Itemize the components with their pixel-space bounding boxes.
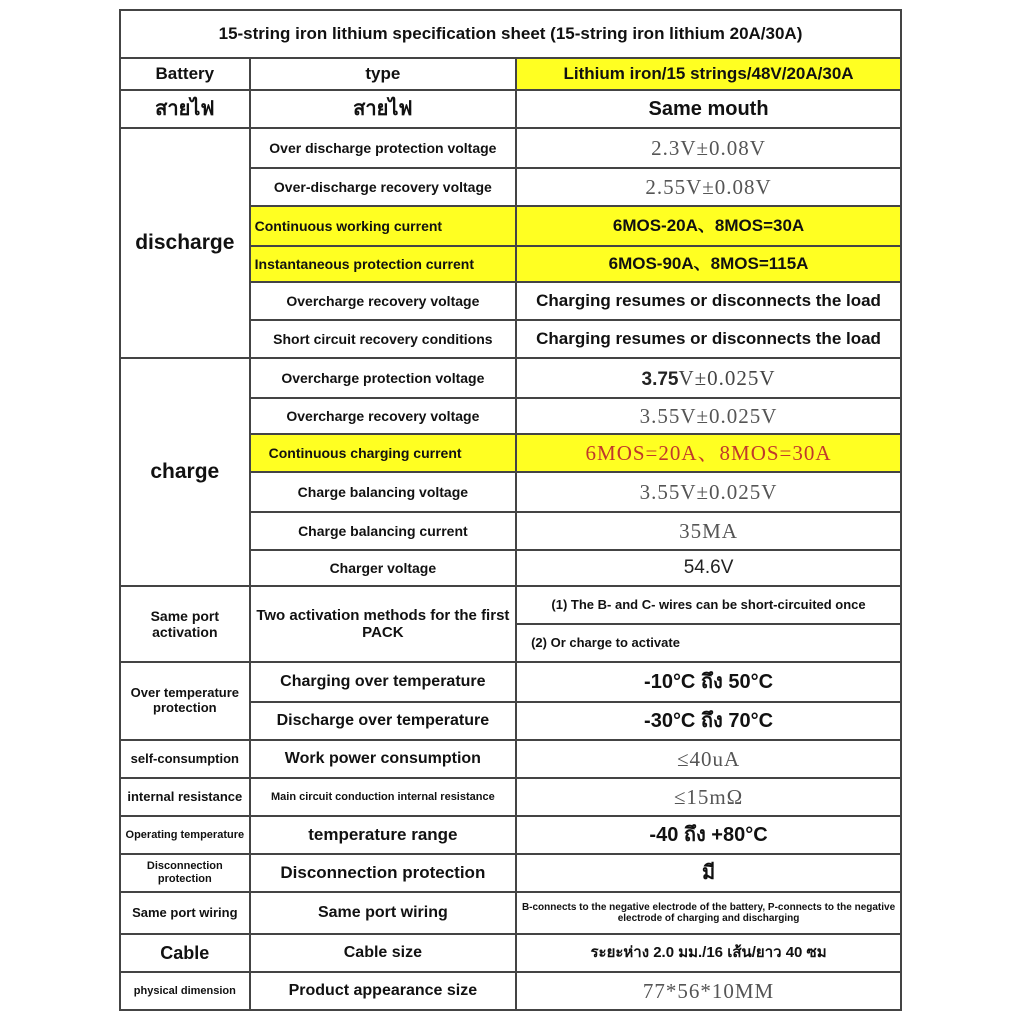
discharge-section-label: discharge [120, 128, 250, 358]
charge-value: 35MA [516, 512, 901, 550]
charge-value-bold: 3.75 [641, 368, 679, 390]
charge-param: Charger voltage [250, 550, 516, 586]
self-consumption-value: ≤40uA [516, 740, 901, 778]
charge-param: Charge balancing current [250, 512, 516, 550]
port-wiring-value: B-connects to the negative electrode of the battery, P-connects to the negative electrode of charging and discharging [516, 892, 901, 934]
internal-resistance-label: internal resistance [120, 778, 250, 816]
discharge-param: Short circuit recovery conditions [250, 320, 516, 358]
spec-table [119, 9, 902, 1011]
discharge-value: 2.55V±0.08V [516, 168, 901, 206]
discharge-value: 6MOS-90A、8MOS=115A [516, 246, 901, 282]
sheet-title: 15-string iron lithium specification sheet (15-string iron lithium 20A/30A) [120, 10, 901, 58]
discharge-param: Instantaneous protection current [250, 246, 516, 282]
battery-label: Battery [120, 58, 250, 90]
charge-param: Overcharge protection voltage [250, 358, 516, 398]
self-consumption-label: self-consumption [120, 740, 250, 778]
internal-resistance-value: ≤15mΩ [516, 778, 901, 816]
port-wiring-label: Same port wiring [120, 892, 250, 934]
dimension-param: Product appearance size [250, 972, 516, 1010]
cable-value: ระยะห่าง 2.0 มม./16 เส้น/ยาว 40 ซม [516, 934, 901, 972]
discharge-value: Charging resumes or disconnects the load [516, 282, 901, 320]
discharge-value: 2.3V±0.08V [516, 128, 901, 168]
discharge-temp-value: -30°C ถึง 70°C [516, 702, 901, 740]
internal-resistance-param: Main circuit conduction internal resistance [250, 778, 516, 816]
operating-temp-value: -40 ถึง +80°C [516, 816, 901, 854]
charge-param: Charge balancing voltage [250, 472, 516, 512]
wire-value: Same mouth [516, 90, 901, 128]
spec-sheet [119, 9, 902, 1014]
temperature-label: Over temperature protection [120, 662, 250, 740]
discharge-value: Charging resumes or disconnects the load [516, 320, 901, 358]
charge-param: Overcharge recovery voltage [250, 398, 516, 434]
activation-method-2: (2) Or charge to activate [516, 624, 901, 662]
port-wiring-param: Same port wiring [250, 892, 516, 934]
disconnection-value: มี [516, 854, 901, 892]
disconnection-param: Disconnection protection [250, 854, 516, 892]
disconnection-label: Disconnection protection [120, 854, 250, 892]
charge-value: 6MOS=20A、8MOS=30A [516, 434, 901, 472]
activation-label: Same port activation [120, 586, 250, 662]
dimension-label: physical dimension [120, 972, 250, 1010]
charging-temp-param: Charging over temperature [250, 662, 516, 702]
discharge-param: Over discharge protection voltage [250, 128, 516, 168]
activation-method-1: (1) The B- and C- wires can be short-circuited once [516, 586, 901, 624]
discharge-param: Over-discharge recovery voltage [250, 168, 516, 206]
wire-param: สายไฟ [250, 90, 516, 128]
type-value: Lithium iron/15 strings/48V/20A/30A [516, 58, 901, 90]
operating-temp-label: Operating temperature [120, 816, 250, 854]
cable-label: Cable [120, 934, 250, 972]
charge-param: Continuous charging current [250, 434, 516, 472]
charge-value: 3.55V±0.025V [516, 472, 901, 512]
operating-temp-param: temperature range [250, 816, 516, 854]
type-label: type [250, 58, 516, 90]
dimension-value: 77*56*10MM [516, 972, 901, 1010]
charge-value-rest: V±0.025V [678, 365, 776, 390]
discharge-param: Overcharge recovery voltage [250, 282, 516, 320]
charging-temp-value: -10°C ถึง 50°C [516, 662, 901, 702]
wire-label: สายไฟ [120, 90, 250, 128]
charge-value: 3.55V±0.025V [516, 398, 901, 434]
discharge-temp-param: Discharge over temperature [250, 702, 516, 740]
charge-value [516, 358, 901, 398]
charge-value: 54.6V [516, 550, 901, 586]
discharge-value: 6MOS-20A、8MOS=30A [516, 206, 901, 246]
self-consumption-param: Work power consumption [250, 740, 516, 778]
cable-param: Cable size [250, 934, 516, 972]
activation-param: Two activation methods for the first PACK [250, 586, 516, 662]
charge-section-label: charge [120, 358, 250, 586]
discharge-param: Continuous working current [250, 206, 516, 246]
